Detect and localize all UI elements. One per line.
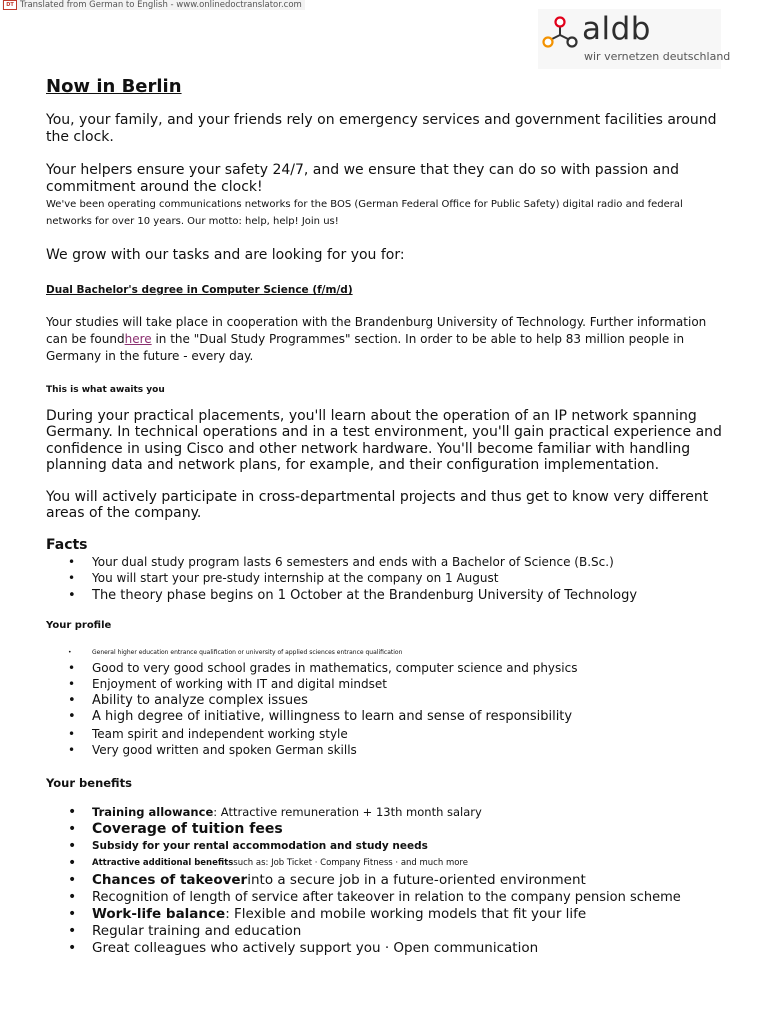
benefit-text: Regular training and education — [92, 922, 302, 939]
benefit-text: : Flexible and mobile working models that fit your life — [225, 905, 587, 922]
studies-paragraph — [46, 314, 730, 365]
awaits-heading: This is what awaits you — [46, 385, 165, 395]
benefit-bold: Coverage of tuition fees — [92, 820, 283, 837]
list-item — [46, 872, 730, 889]
translator-icon: DT — [3, 0, 17, 10]
intro-paragraph-2: Your helpers ensure your safety 24/7, and we ensure that they can do so with passion and commitment around the clock! — [46, 162, 679, 195]
studies-text-after: in the "Dual Study Programmes" section. In order to be able to help 83 million people in Germany in the future - every day. — [46, 332, 685, 363]
logo-tagline: wir vernetzen deutschland — [584, 50, 731, 63]
list-item — [46, 838, 730, 855]
list-item: • Ability to analyze complex issues — [46, 693, 730, 710]
benefit-text: into a secure job in a future-oriented environment — [247, 871, 586, 888]
studies-text-before: Your studies will take place in cooperation with the Brandenburg University of Technology. Further information can be found — [46, 315, 707, 346]
list-item — [46, 821, 730, 838]
awaits-paragraph-1: During your practical placements, you'll learn about the operation of an IP network spanning Germany. In technical operations and in a test environment, you'll gain practical experience and confidence in using Cisco and other network hardware. You'll become familiar with handling planning data and network plans, for example, and their configuration implementation. — [46, 408, 722, 473]
benefit-bold: Work-life balance — [92, 905, 226, 922]
list-item: • A high degree of initiative, willingness to learn and sense of responsibility — [46, 709, 730, 726]
network-nodes-icon — [540, 15, 580, 53]
about-paragraph: We've been operating communications networks for the BOS (German Federal Office for Public Safety) digital radio and federal networks for over 10 years. Our motto: help, help! Join us! — [46, 199, 683, 227]
translation-banner-text: Translated from German to English - www.onlinedoctranslator.com — [20, 0, 302, 10]
list-item: • General higher education entrance qualification or university of applied sciences entrance qualification — [46, 646, 730, 660]
list-item: • Team spirit and independent working style — [46, 726, 730, 743]
list-item — [46, 889, 730, 906]
list-item — [46, 906, 730, 923]
grow-paragraph: We grow with our tasks and are looking for you for: — [46, 247, 405, 263]
intro-paragraph-1: You, your family, and your friends rely on emergency services and government facilities around the clock. — [46, 112, 717, 145]
job-title: Dual Bachelor's degree in Computer Science (f/m/d) — [46, 284, 353, 296]
list-item: • Your dual study program lasts 6 semesters and ends with a Bachelor of Science (B.Sc.) — [46, 554, 730, 571]
facts-list — [46, 554, 730, 604]
benefits-heading: Your benefits — [46, 775, 132, 790]
list-item — [46, 855, 730, 872]
benefit-bold: Attractive additional benefits — [92, 857, 234, 868]
list-item — [46, 923, 730, 940]
awaits-paragraph-2: You will actively participate in cross-departmental projects and thus get to know very different areas of the company. — [46, 489, 709, 522]
benefit-bold: Chances of takeover — [92, 871, 248, 888]
benefit-text: : Attractive remuneration + 13th month salary — [213, 804, 482, 819]
job-posting — [46, 75, 730, 957]
list-item: • Very good written and spoken German skills — [46, 742, 730, 759]
benefits-list — [46, 804, 730, 957]
facts-heading: Facts — [46, 536, 88, 553]
benefit-text: Great colleagues who actively support you · Open communication — [92, 939, 539, 956]
translation-banner[interactable] — [2, 0, 305, 10]
list-item: • Enjoyment of working with IT and digital mindset — [46, 676, 730, 693]
aldb-logo — [538, 9, 731, 69]
benefit-text: such as: Job Ticket · Company Fitness · and much more — [233, 857, 468, 868]
page-title: Now in Berlin — [46, 76, 182, 97]
profile-list — [46, 646, 730, 759]
benefit-bold: Training allowance — [92, 804, 214, 819]
here-link[interactable]: here — [124, 332, 152, 346]
logo-wordmark: aldb — [582, 11, 651, 47]
list-item: • The theory phase begins on 1 October at the Brandenburg University of Technology — [46, 587, 730, 604]
benefit-bold: Subsidy for your rental accommodation and study needs — [92, 839, 428, 852]
list-item: • You will start your pre-study internship at the company on 1 August — [46, 570, 730, 587]
list-item — [46, 940, 730, 957]
list-item — [46, 804, 730, 821]
list-item: • Good to very good school grades in mathematics, computer science and physics — [46, 660, 730, 677]
benefit-text: Recognition of length of service after takeover in relation to the company pension scheme — [92, 889, 681, 905]
profile-heading: Your profile — [46, 619, 112, 631]
